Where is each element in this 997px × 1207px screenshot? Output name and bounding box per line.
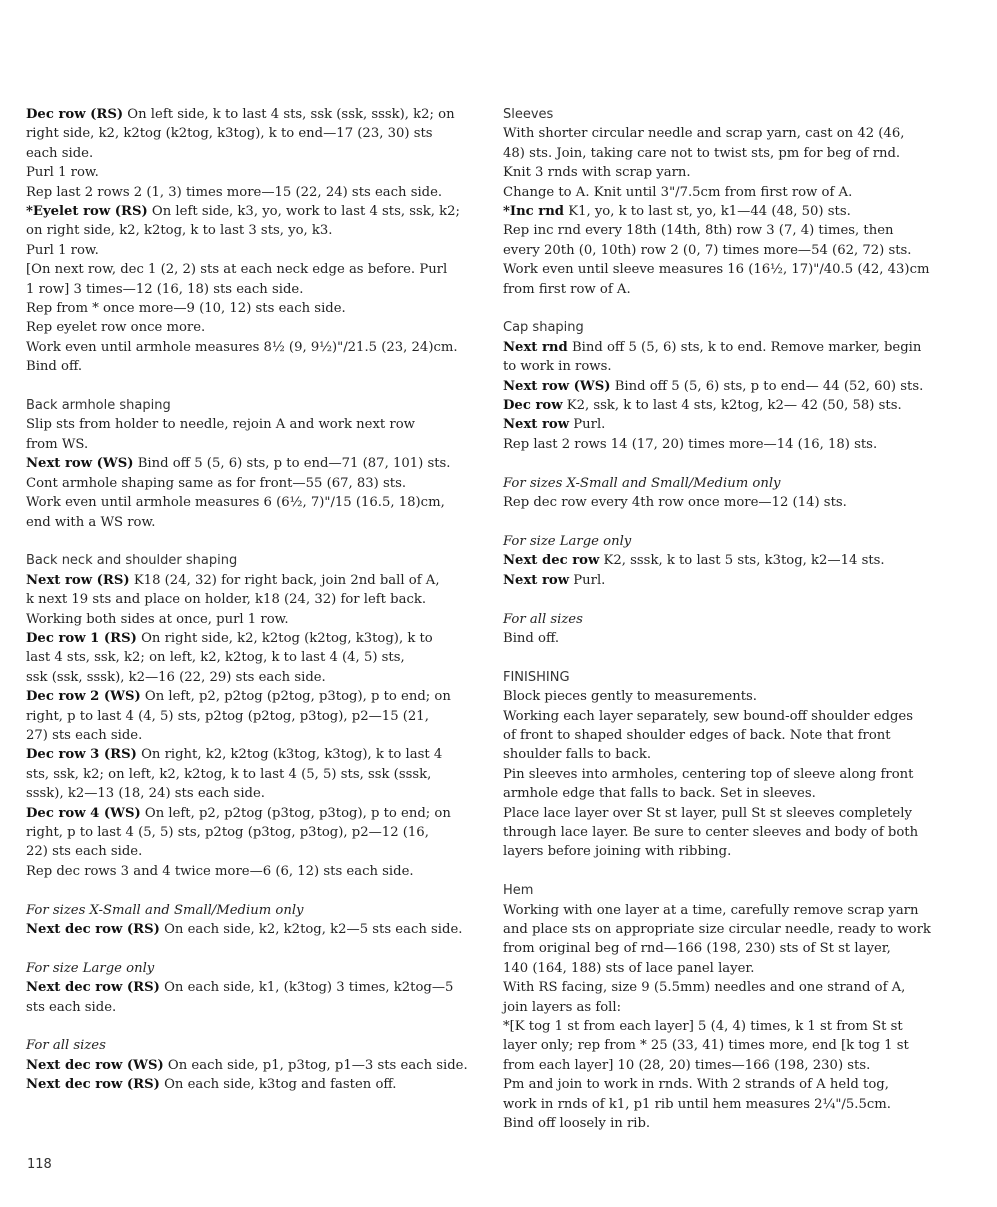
- text-line: [26, 241, 481, 260]
- text-line: [503, 745, 949, 764]
- line-text: Bind off 5 (5, 6) sts, k to end. Remove marker, begin: [567, 339, 922, 355]
- line-text: With shorter circular needle and scrap yarn, cast on 42 (46,: [503, 126, 905, 142]
- line-text: Cont armhole shaping same as for front—55 (67, 83) sts.: [26, 475, 407, 491]
- instruction-block: [26, 396, 481, 532]
- text-line: [26, 513, 481, 532]
- line-text: every 20th (0, 10th) row 2 (0, 7) times more—54 (62, 72) sts.: [503, 242, 912, 258]
- line-text: ssk (ssk, sssk), k2—16 (22, 29) sts each side.: [26, 669, 326, 685]
- text-line: [503, 493, 949, 512]
- line-text: last 4 sts, ssk, k2; on left, k2, k2tog, k to last 4 (4, 5) sts,: [26, 650, 405, 666]
- line-text: armhole edge that falls to back. Set in sleeves.: [503, 786, 816, 802]
- line-text: On each side, k3tog and fasten off.: [159, 1077, 397, 1093]
- line-text: With RS facing, size 9 (5.5mm) needles and one strand of A,: [503, 980, 906, 996]
- text-line: [503, 396, 949, 415]
- text-line: [26, 454, 481, 473]
- line-text: Purl.: [569, 572, 606, 588]
- line-text: Bind off 5 (5, 6) sts, p to end—71 (87, 101) sts.: [133, 456, 451, 472]
- text-line: [26, 299, 481, 318]
- line-text: from original beg of rnd—166 (198, 230) sts of St st layer,: [503, 941, 891, 957]
- text-line: [26, 124, 481, 143]
- text-line: [503, 1017, 949, 1036]
- row-label: Next row (WS): [503, 378, 611, 394]
- text-line: [26, 415, 481, 434]
- line-text: Purl 1 row.: [26, 165, 99, 181]
- text-line: [26, 571, 481, 590]
- text-line: [503, 124, 949, 143]
- size-note: For size Large only: [503, 533, 632, 549]
- text-line: [503, 415, 949, 434]
- section-heading: Back armhole shaping: [26, 398, 171, 414]
- line-text: Block pieces gently to measurements.: [503, 689, 757, 705]
- line-text: Work even until armhole measures 8½ (9, 9½)"/21.5 (23, 24)cm.: [26, 339, 458, 355]
- text-line: [503, 241, 949, 260]
- row-label: Dec row (RS): [26, 107, 124, 122]
- row-label: Next dec row (RS): [26, 1077, 160, 1093]
- line-text: On right side, k2, k2tog (k2tog, k3tog), k to: [136, 630, 433, 646]
- instruction-block: [503, 318, 949, 454]
- text-line: [503, 765, 949, 784]
- text-line: [503, 920, 949, 939]
- text-line: [503, 144, 949, 163]
- line-text: through lace layer. Be sure to center sleeves and body of both: [503, 824, 919, 840]
- text-line: [26, 998, 481, 1017]
- line-text: sts each side.: [26, 999, 117, 1015]
- row-label: Next row: [503, 572, 570, 588]
- line-text: 48) sts. Join, taking care not to twist sts, pm for beg of rnd.: [503, 145, 901, 161]
- text-line: [503, 804, 949, 823]
- text-line: [26, 435, 481, 454]
- row-label: Dec row 1 (RS): [26, 630, 137, 646]
- line-text: On left, p2, p2tog (p3tog, p3tog), p to end; on: [140, 805, 451, 821]
- text-line: [503, 260, 949, 279]
- line-text: Rep dec row every 4th row once more—12 (14) sts.: [503, 495, 847, 511]
- text-line: [26, 163, 481, 182]
- line-text: 27) sts each side.: [26, 727, 143, 743]
- row-label: *Eyelet row (RS): [26, 204, 148, 220]
- row-label: Next dec row (WS): [26, 1057, 164, 1073]
- instruction-block: [503, 105, 949, 299]
- line-text: Bind off loosely in rib.: [503, 1116, 651, 1132]
- text-line: [26, 784, 481, 803]
- line-text: end with a WS row.: [26, 514, 156, 530]
- row-label: Next row (RS): [26, 572, 130, 588]
- text-line: [26, 668, 481, 687]
- line-text: join layers as foll:: [503, 999, 622, 1015]
- text-line: [26, 648, 481, 667]
- line-text: Rep eyelet row once more.: [26, 320, 206, 336]
- text-line: [26, 590, 481, 609]
- text-line: [26, 144, 481, 163]
- text-line: [26, 1075, 481, 1094]
- line-text: right side, k2, k2tog (k2tog, k3tog), k to end—17 (23, 30) sts: [26, 126, 433, 142]
- text-line: [503, 978, 949, 997]
- line-text: Work even until sleeve measures 16 (16½, 17)"/40.5 (42, 43)cm: [503, 262, 930, 278]
- text-line: [503, 629, 949, 648]
- line-text: and place sts on appropriate size circular needle, ready to work: [503, 921, 931, 937]
- text-line: [26, 318, 481, 337]
- text-line: [26, 280, 481, 299]
- section-heading: Cap shaping: [503, 320, 584, 336]
- text-line: [503, 726, 949, 745]
- row-label: Dec row 4 (WS): [26, 805, 141, 821]
- line-text: work in rnds of k1, p1 rib until hem measures 2¼"/5.5cm.: [503, 1096, 891, 1112]
- line-text: layer only; rep from * 25 (33, 41) times more, end [k tog 1 st: [503, 1038, 909, 1054]
- text-line: [503, 1036, 949, 1055]
- text-line: [503, 1114, 949, 1133]
- text-line: [26, 765, 481, 784]
- line-text: sts, ssk, k2; on left, k2, k2tog, k to last 4 (5, 5) sts, ssk (sssk,: [26, 766, 432, 782]
- instruction-block: [503, 474, 949, 513]
- line-text: Rep dec rows 3 and 4 twice more—6 (6, 12) sts each side.: [26, 863, 414, 879]
- text-line: [503, 221, 949, 240]
- instruction-block: [26, 105, 481, 377]
- line-text: right, p to last 4 (4, 5) sts, p2tog (p2tog, p3tog), p2—15 (21,: [26, 708, 429, 724]
- section-heading: FINISHING: [503, 669, 570, 685]
- section-heading: Sleeves: [503, 107, 554, 122]
- text-line: [503, 551, 949, 570]
- line-text: On right, k2, k2tog (k3tog, k3tog), k to last 4: [136, 747, 443, 763]
- left-column: [26, 105, 481, 1114]
- line-text: K2, ssk, k to last 4 sts, k2tog, k2— 42 (50, 58) sts.: [562, 398, 902, 414]
- line-text: *[K tog 1 st from each layer] 5 (4, 4) times, k 1 st from St st: [503, 1019, 903, 1034]
- text-line: [503, 435, 949, 454]
- text-line: [26, 920, 481, 939]
- line-text: 1 row] 3 times—12 (16, 18) sts each side.: [26, 281, 304, 297]
- text-line: [503, 901, 949, 920]
- text-line: [503, 939, 949, 958]
- text-line: [26, 474, 481, 493]
- row-label: Dec row: [503, 398, 563, 414]
- text-line: [503, 707, 949, 726]
- text-line: [26, 804, 481, 823]
- text-line: [503, 1056, 949, 1075]
- right-column: [503, 105, 949, 1153]
- text-line: [26, 221, 481, 240]
- line-text: On left side, k to last 4 sts, ssk (ssk, sssk), k2; on: [123, 107, 455, 122]
- line-text: On each side, k1, (k3tog) 3 times, k2tog—5: [159, 980, 454, 996]
- row-label: Next dec row (RS): [26, 980, 160, 996]
- size-note: For all sizes: [26, 1038, 106, 1054]
- row-label: Dec row 2 (WS): [26, 689, 141, 705]
- line-text: each side.: [26, 145, 94, 161]
- text-line: [503, 338, 949, 357]
- line-text: Rep last 2 rows 2 (1, 3) times more—15 (22, 24) sts each side.: [26, 184, 443, 200]
- line-text: k next 19 sts and place on holder, k18 (24, 32) for left back.: [26, 592, 427, 608]
- row-label: Next row (WS): [26, 456, 134, 472]
- text-line: [503, 1075, 949, 1094]
- line-text: of front to shaped shoulder edges of back. Note that front: [503, 727, 891, 743]
- instruction-block: [503, 881, 949, 1133]
- line-text: On each side, p1, p3tog, p1—3 sts each side.: [163, 1057, 468, 1073]
- text-line: [26, 629, 481, 648]
- page-number: 118: [27, 1157, 52, 1172]
- line-text: right, p to last 4 (5, 5) sts, p2tog (p3tog, p3tog), p2—12 (16,: [26, 825, 429, 840]
- text-line: [26, 823, 481, 842]
- section-heading: Back neck and shoulder shaping: [26, 553, 238, 569]
- text-line: [503, 998, 949, 1017]
- text-line: [503, 842, 949, 861]
- text-line: [26, 260, 481, 279]
- line-text: K1, yo, k to last st, yo, k1—44 (48, 50) sts.: [564, 204, 851, 220]
- row-label: Next dec row: [503, 553, 600, 569]
- row-label: Next dec row (RS): [26, 922, 160, 938]
- text-line: [503, 357, 949, 376]
- instruction-block: [26, 1036, 481, 1094]
- line-text: 140 (164, 188) sts of lace panel layer.: [503, 960, 755, 976]
- line-text: On left, p2, p2tog (p2tog, p3tog), p to end; on: [140, 689, 451, 705]
- text-line: [26, 726, 481, 745]
- line-text: K18 (24, 32) for right back, join 2nd ball of A,: [129, 572, 440, 588]
- line-text: [On next row, dec 1 (2, 2) sts at each neck edge as before. Purl: [26, 262, 448, 278]
- size-note: For size Large only: [26, 960, 155, 976]
- text-line: [26, 202, 481, 221]
- text-line: [503, 959, 949, 978]
- text-line: [26, 338, 481, 357]
- line-text: from WS.: [26, 436, 89, 452]
- text-line: [26, 978, 481, 997]
- line-text: On left side, k3, yo, work to last 4 sts, ssk, k2;: [147, 204, 460, 220]
- line-text: Place lace layer over St st layer, pull St st sleeves completely: [503, 805, 912, 821]
- text-line: [26, 493, 481, 512]
- line-text: layers before joining with ribbing.: [503, 844, 732, 860]
- size-note: For sizes X-Small and Small/Medium only: [26, 902, 304, 918]
- line-text: Rep from * once more—9 (10, 12) sts each side.: [26, 301, 346, 317]
- text-line: [26, 183, 481, 202]
- instruction-block: [26, 901, 481, 940]
- line-text: Working with one layer at a time, carefully remove scrap yarn: [503, 902, 919, 918]
- line-text: to work in rows.: [503, 359, 612, 375]
- instruction-block: [26, 959, 481, 1017]
- line-text: Rep inc rnd every 18th (14th, 8th) row 3 (7, 4) times, then: [503, 223, 894, 239]
- text-line: [503, 1095, 949, 1114]
- line-text: Slip sts from holder to needle, rejoin A and work next row: [26, 417, 415, 433]
- line-text: on right side, k2, k2tog, k to last 3 sts, yo, k3.: [26, 223, 333, 239]
- line-text: Bind off.: [26, 359, 83, 375]
- text-line: [503, 183, 949, 202]
- text-line: [503, 823, 949, 842]
- row-label: Next rnd: [503, 339, 568, 355]
- line-text: Working both sides at once, purl 1 row.: [26, 611, 289, 627]
- line-text: sssk), k2—13 (18, 24) sts each side.: [26, 786, 265, 802]
- line-text: Purl 1 row.: [26, 242, 99, 258]
- line-text: from each layer] 10 (28, 20) times—166 (198, 230) sts.: [503, 1057, 871, 1073]
- text-line: [503, 687, 949, 706]
- line-text: Bind off.: [503, 630, 560, 646]
- text-line: [503, 377, 949, 396]
- text-line: [503, 280, 949, 299]
- line-text: Knit 3 rnds with scrap yarn.: [503, 165, 691, 181]
- line-text: Purl.: [569, 417, 606, 433]
- text-line: [26, 687, 481, 706]
- text-line: [26, 862, 481, 881]
- text-line: [26, 1056, 481, 1075]
- text-line: [26, 357, 481, 376]
- line-text: On each side, k2, k2tog, k2—5 sts each side.: [159, 922, 463, 938]
- text-line: [503, 202, 949, 221]
- row-label: Next row: [503, 417, 570, 433]
- text-line: [26, 745, 481, 764]
- text-line: [503, 163, 949, 182]
- size-note: For sizes X-Small and Small/Medium only: [503, 475, 781, 491]
- line-text: shoulder falls to back.: [503, 747, 652, 763]
- size-note: For all sizes: [503, 611, 583, 627]
- instruction-block: [503, 610, 949, 649]
- line-text: Bind off 5 (5, 6) sts, p to end— 44 (52, 60) sts.: [610, 378, 924, 394]
- line-text: Pm and join to work in rnds. With 2 strands of A held tog,: [503, 1077, 889, 1093]
- line-text: Work even until armhole measures 6 (6½, 7)"/15 (16.5, 18)cm,: [26, 495, 445, 511]
- line-text: 22) sts each side.: [26, 844, 143, 860]
- text-line: [26, 842, 481, 861]
- text-line: [26, 707, 481, 726]
- text-line: [503, 784, 949, 803]
- line-text: Working each layer separately, sew bound-off shoulder edges: [503, 708, 913, 724]
- instruction-block: [503, 532, 949, 590]
- line-text: Rep last 2 rows 14 (17, 20) times more—14 (16, 18) sts.: [503, 436, 878, 452]
- instruction-block: [26, 551, 481, 881]
- line-text: Change to A. Knit until 3"/7.5cm from first row of A.: [503, 184, 853, 200]
- line-text: from first row of A.: [503, 281, 631, 297]
- line-text: Pin sleeves into armholes, centering top of sleeve along front: [503, 766, 914, 782]
- instruction-block: [503, 668, 949, 862]
- row-label: *Inc rnd: [503, 204, 565, 220]
- line-text: K2, sssk, k to last 5 sts, k3tog, k2—14 sts.: [599, 553, 885, 569]
- text-line: [26, 610, 481, 629]
- text-line: [503, 571, 949, 590]
- section-heading: Hem: [503, 883, 534, 899]
- text-line: [26, 105, 481, 124]
- row-label: Dec row 3 (RS): [26, 747, 137, 763]
